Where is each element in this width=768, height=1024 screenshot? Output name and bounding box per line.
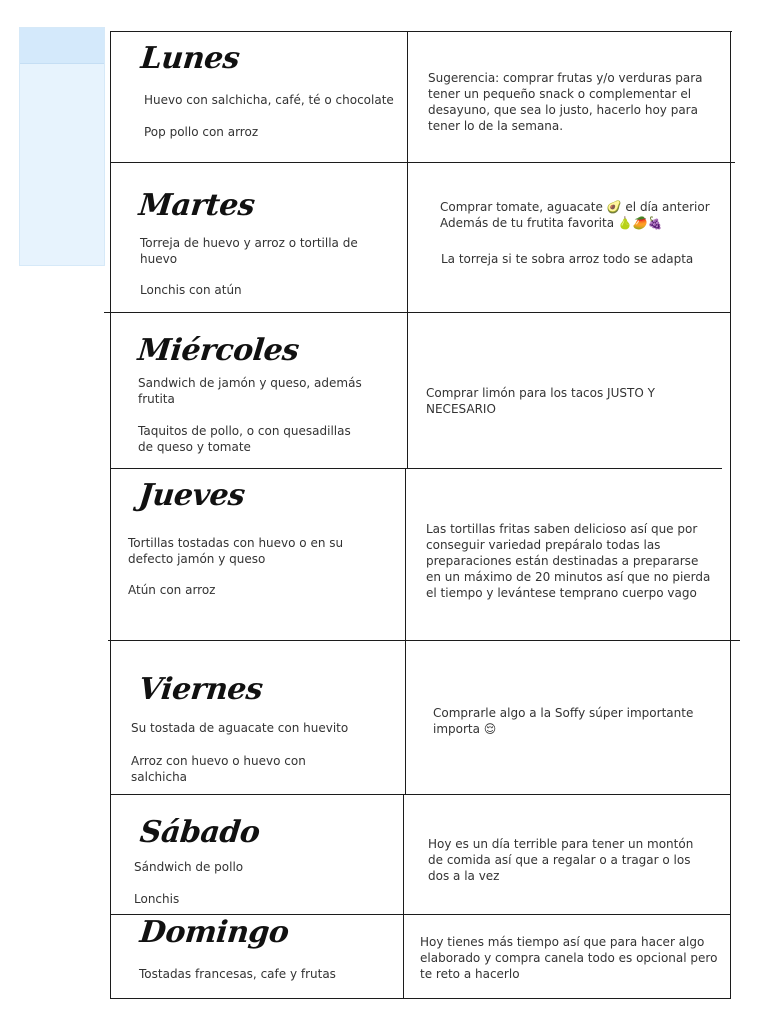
table-border-left [110,31,111,998]
table-border-bottom [110,998,731,999]
column-divider [407,31,408,469]
table-border-right [730,31,731,998]
day-note-line: Además de tu frutita favorita 🍐🥭🍇 [440,216,663,230]
day-title-viernes: Viernes [137,672,265,707]
meal-lunch: Taquitos de pollo, o con quesadillas de queso y tomate [138,424,351,454]
row-divider [110,468,722,469]
table-border-top [110,31,732,32]
meal-lunch: Lonchis con atún [140,283,242,297]
day-note-line: Comprar tomate, aguacate 🥑 el día anterior [440,200,710,214]
meal-breakfast: Tostadas francesas, cafe y frutas [139,967,336,981]
meal-lunch: Arroz con huevo o huevo con salchicha [131,754,306,784]
column-divider [405,468,406,794]
meal-breakfast: Huevo con salchicha, café, té o chocolate [144,93,394,107]
meal-breakfast: Sándwich de pollo [134,860,244,874]
meal-breakfast: Su tostada de aguacate con huevito [131,721,349,735]
row-divider [110,794,730,795]
day-note: Comprar limón para los tacos JUSTO Y NECESARIO [426,386,655,416]
day-note: Hoy es un día terrible para tener un montón de comida así que a regalar o a tragar o los dos a la vez [428,837,694,883]
day-title-miercoles: Miércoles [136,333,301,368]
day-note-line: La torreja si te sobra arroz todo se adapta [441,252,694,266]
meal-lunch: Pop pollo con arroz [144,125,259,139]
day-title-jueves: Jueves [137,478,247,513]
meal-lunch: Lonchis [134,892,180,906]
day-note: Comprarle algo a la Soffy súper importante importa 😌 [433,706,694,736]
side-tab-header [20,28,104,64]
meal-breakfast: Sandwich de jamón y queso, además frutita [138,376,362,406]
side-tab [19,27,105,266]
row-divider [110,162,735,163]
day-note: Las tortillas fritas saben delicioso así que por conseguir variedad prepáralo todas las preparaciones están destinadas a prepararse en un máximo de 20 minutos así que no pierda el tiempo y levántese temprano cuerpo vago [426,522,711,600]
day-title-martes: Martes [137,188,257,223]
meal-breakfast: Tortillas tostadas con huevo o en su defecto jamón y queso [128,536,344,566]
meal-breakfast: Torreja de huevo y arroz o tortilla de huevo [140,236,358,266]
day-title-sabado: Sábado [138,815,262,850]
column-divider [403,794,404,998]
day-title-domingo: Domingo [138,915,291,950]
row-divider [104,312,730,313]
meal-lunch: Atún con arroz [128,583,216,597]
day-note: Sugerencia: comprar frutas y/o verduras para tener un pequeño snack o complementar el desayuno, que sea lo justo, hacerlo hoy para tener lo de la semana. [428,71,703,133]
row-divider [108,640,740,641]
day-title-lunes: Lunes [139,41,242,76]
day-note: Hoy tienes más tiempo así que para hacer algo elaborado y compra canela todo es opcional pero te reto a hacerlo [420,935,718,981]
